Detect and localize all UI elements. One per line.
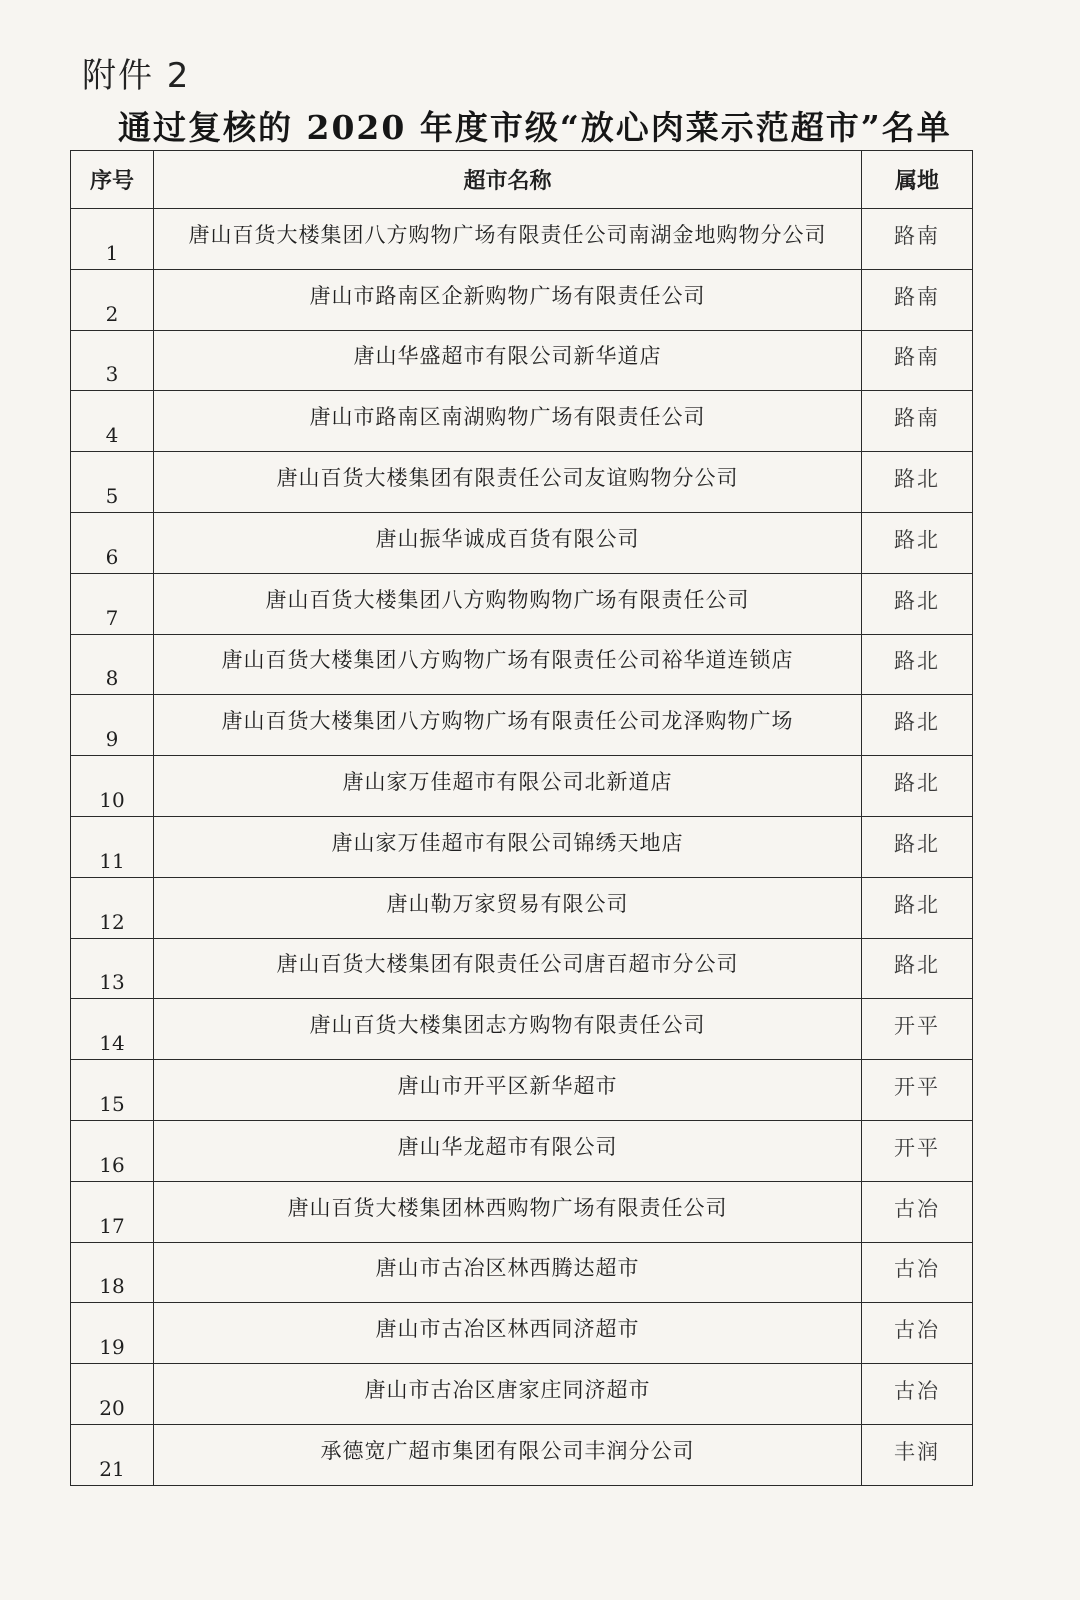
table-row xyxy=(71,1120,973,1181)
row-area: 开平 xyxy=(862,1060,973,1121)
row-no: 8 xyxy=(71,634,154,695)
row-area: 路北 xyxy=(862,695,973,756)
row-area: 路南 xyxy=(862,391,973,452)
row-name: 唐山市开平区新华超市 xyxy=(154,1060,862,1121)
row-no: 18 xyxy=(71,1242,154,1303)
table-row xyxy=(71,634,973,695)
table-row xyxy=(71,452,973,513)
row-name: 唐山百货大楼集团有限责任公司友谊购物分公司 xyxy=(154,452,862,513)
row-area: 路北 xyxy=(862,512,973,573)
row-name: 唐山百货大楼集团八方购物广场有限责任公司龙泽购物广场 xyxy=(154,695,862,756)
table-row xyxy=(71,877,973,938)
row-name: 唐山家万佳超市有限公司北新道店 xyxy=(154,756,862,817)
row-name: 承德宽广超市集团有限公司丰润分公司 xyxy=(154,1424,862,1485)
row-no: 16 xyxy=(71,1120,154,1181)
row-name: 唐山百货大楼集团八方购物广场有限责任公司裕华道连锁店 xyxy=(154,634,862,695)
row-name: 唐山百货大楼集团志方购物有限责任公司 xyxy=(154,999,862,1060)
table-row xyxy=(71,695,973,756)
row-no: 1 xyxy=(71,209,154,270)
row-area: 路南 xyxy=(862,209,973,270)
row-no: 17 xyxy=(71,1181,154,1242)
row-area: 路北 xyxy=(862,816,973,877)
supermarket-list-table xyxy=(70,150,973,1486)
table-row xyxy=(71,1242,973,1303)
table-row xyxy=(71,999,973,1060)
row-name: 唐山百货大楼集团林西购物广场有限责任公司 xyxy=(154,1181,862,1242)
document-title: 通过复核的 2020 年度市级“放心肉菜示范超市”名单 xyxy=(118,108,952,147)
table-row xyxy=(71,1364,973,1425)
table-row xyxy=(71,391,973,452)
row-name: 唐山市古冶区林西同济超市 xyxy=(154,1303,862,1364)
table-row xyxy=(71,512,973,573)
row-no: 19 xyxy=(71,1303,154,1364)
table-row xyxy=(71,209,973,270)
row-name: 唐山华盛超市有限公司新华道店 xyxy=(154,330,862,391)
row-name: 唐山市古冶区唐家庄同济超市 xyxy=(154,1364,862,1425)
row-name: 唐山百货大楼集团八方购物广场有限责任公司南湖金地购物分公司 xyxy=(154,209,862,270)
row-no: 2 xyxy=(71,269,154,330)
row-area: 路北 xyxy=(862,756,973,817)
row-no: 20 xyxy=(71,1364,154,1425)
row-area: 路北 xyxy=(862,573,973,634)
row-no: 15 xyxy=(71,1060,154,1121)
row-area: 路北 xyxy=(862,452,973,513)
table-row xyxy=(71,269,973,330)
table-row xyxy=(71,756,973,817)
row-no: 6 xyxy=(71,512,154,573)
row-no: 9 xyxy=(71,695,154,756)
attachment-label: 附件 2 xyxy=(82,56,191,96)
row-area: 开平 xyxy=(862,1120,973,1181)
header-name: 超市名称 xyxy=(154,151,862,209)
row-area: 路北 xyxy=(862,634,973,695)
row-no: 21 xyxy=(71,1424,154,1485)
row-no: 3 xyxy=(71,330,154,391)
table-row xyxy=(71,816,973,877)
row-name: 唐山华龙超市有限公司 xyxy=(154,1120,862,1181)
row-area: 丰润 xyxy=(862,1424,973,1485)
table-row xyxy=(71,330,973,391)
row-area: 路北 xyxy=(862,938,973,999)
row-area: 古冶 xyxy=(862,1303,973,1364)
row-name: 唐山百货大楼集团有限责任公司唐百超市分公司 xyxy=(154,938,862,999)
row-area: 古冶 xyxy=(862,1242,973,1303)
row-name: 唐山百货大楼集团八方购物购物广场有限责任公司 xyxy=(154,573,862,634)
table-row xyxy=(71,573,973,634)
row-area: 路北 xyxy=(862,877,973,938)
row-area: 路南 xyxy=(862,269,973,330)
row-name: 唐山市古冶区林西腾达超市 xyxy=(154,1242,862,1303)
row-area: 开平 xyxy=(862,999,973,1060)
row-area: 古冶 xyxy=(862,1364,973,1425)
row-no: 4 xyxy=(71,391,154,452)
table-row xyxy=(71,1424,973,1485)
table-row xyxy=(71,1181,973,1242)
row-name: 唐山市路南区南湖购物广场有限责任公司 xyxy=(154,391,862,452)
row-no: 12 xyxy=(71,877,154,938)
row-no: 11 xyxy=(71,816,154,877)
row-no: 10 xyxy=(71,756,154,817)
table-row xyxy=(71,1060,973,1121)
row-no: 13 xyxy=(71,938,154,999)
row-name: 唐山市路南区企新购物广场有限责任公司 xyxy=(154,269,862,330)
row-no: 14 xyxy=(71,999,154,1060)
header-no: 序号 xyxy=(71,151,154,209)
row-area: 古冶 xyxy=(862,1181,973,1242)
row-name: 唐山振华诚成百货有限公司 xyxy=(154,512,862,573)
header-area: 属地 xyxy=(862,151,973,209)
table-row xyxy=(71,938,973,999)
row-area: 路南 xyxy=(862,330,973,391)
row-no: 5 xyxy=(71,452,154,513)
table-header-row xyxy=(71,151,973,209)
table-row xyxy=(71,1303,973,1364)
row-no: 7 xyxy=(71,573,154,634)
row-name: 唐山家万佳超市有限公司锦绣天地店 xyxy=(154,816,862,877)
row-name: 唐山勒万家贸易有限公司 xyxy=(154,877,862,938)
